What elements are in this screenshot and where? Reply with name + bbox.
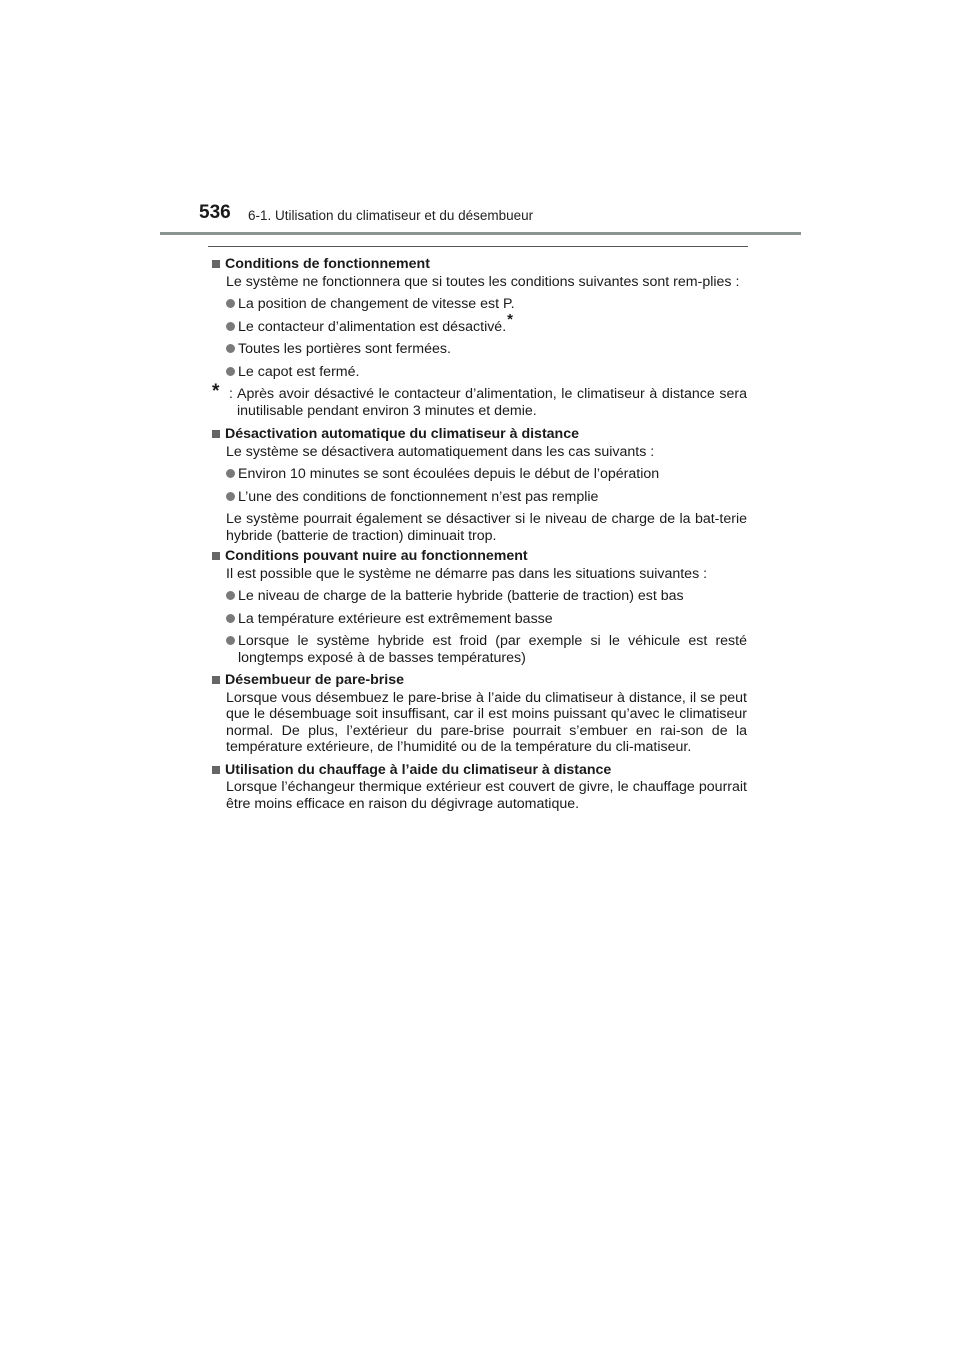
header-rule (160, 232, 801, 235)
list-item: La température extérieure est extrêmement basse (226, 611, 747, 628)
list-item: Toutes les portières sont fermées. (226, 341, 747, 358)
page-header (0, 0, 960, 240)
footnote: * : Après avoir désactivé le contacteur d’alimentation, le climatiseur à distance sera inutilisable pendant environ 3 minutes et demie. (212, 381, 747, 419)
square-bullet-icon (212, 430, 220, 438)
bullet-dot-icon (226, 492, 235, 501)
list-item: Le contacteur d’alimentation est désactivé.* (226, 319, 747, 336)
section-text: Le système ne fonctionnera que si toutes les conditions suivantes sont rem-plies : (226, 273, 740, 290)
section-heading: Désembueur de pare-brise (212, 672, 747, 689)
list-item: Environ 10 minutes se sont écoulées depuis le début de l’opération (226, 466, 747, 483)
section-text: Le système se désactivera automatiquement dans les cas suivants : (226, 443, 655, 460)
bullet-dot-icon (226, 299, 235, 308)
bullet-dot-icon (226, 344, 235, 353)
section-text: Il est possible que le système ne démarre pas dans les situations suivantes : (226, 565, 708, 582)
section-heading: Conditions pouvant nuire au fonctionnement (212, 548, 747, 565)
content-rule (208, 246, 748, 247)
list-item: L’une des conditions de fonctionnement n’est pas remplie (226, 489, 747, 506)
square-bullet-icon (212, 260, 220, 268)
list-item: Lorsque le système hybride est froid (par exemple si le véhicule est resté longtemps exposé à de basses températures) (226, 633, 747, 666)
list-item: Le niveau de charge de la batterie hybride (batterie de traction) est bas (226, 588, 747, 605)
section-heating-remote (212, 762, 747, 813)
footnote-marker: * (507, 310, 513, 328)
section-text: Lorsque l’échangeur thermique extérieur est couvert de givre, le chauffage pourrait être moins efficace en raison du dégivrage automatique. (226, 779, 747, 812)
section-text: Lorsque vous désembuez le pare-brise à l’aide du climatiseur à distance, il se peut que le désembuage soit insuffisant, car il est moins puissant qu’avec le climatiseur normal. De plus, l’extérieur du pare-brise pourrait s’embuer en rai-son de la température extérieure, de l’humidité ou de la température du cli-matiseur. (226, 689, 747, 755)
footnote-colon: : (229, 386, 233, 402)
section-heading: Conditions de fonctionnement (212, 256, 747, 273)
bullet-dot-icon (226, 322, 235, 331)
section-title: 6-1. Utilisation du climatiseur et du désembueur (248, 208, 534, 223)
section-text: Le système pourrait également se désactiver si le niveau de charge de la bat-terie hybride (batterie de traction) diminuait trop. (226, 511, 747, 544)
page-content (212, 256, 747, 818)
square-bullet-icon (212, 552, 220, 560)
section-auto-deactivation (212, 426, 747, 544)
page-number: 536 (199, 202, 231, 223)
bullet-dot-icon (226, 636, 235, 645)
bullet-dot-icon (226, 614, 235, 623)
list-item: La position de changement de vitesse est P. (226, 296, 747, 313)
bullet-dot-icon (226, 469, 235, 478)
section-operating-conditions (212, 256, 747, 419)
section-heading: Utilisation du chauffage à l’aide du climatiseur à distance (212, 762, 747, 779)
square-bullet-icon (212, 676, 220, 684)
square-bullet-icon (212, 766, 220, 774)
footnote-star: * (212, 381, 220, 402)
section-windshield-defogger (212, 672, 747, 756)
section-heading: Désactivation automatique du climatiseur à distance (212, 426, 747, 443)
bullet-dot-icon (226, 591, 235, 600)
bullet-dot-icon (226, 367, 235, 376)
section-impairing-conditions (212, 548, 747, 666)
list-item: Le capot est fermé. (226, 364, 747, 381)
